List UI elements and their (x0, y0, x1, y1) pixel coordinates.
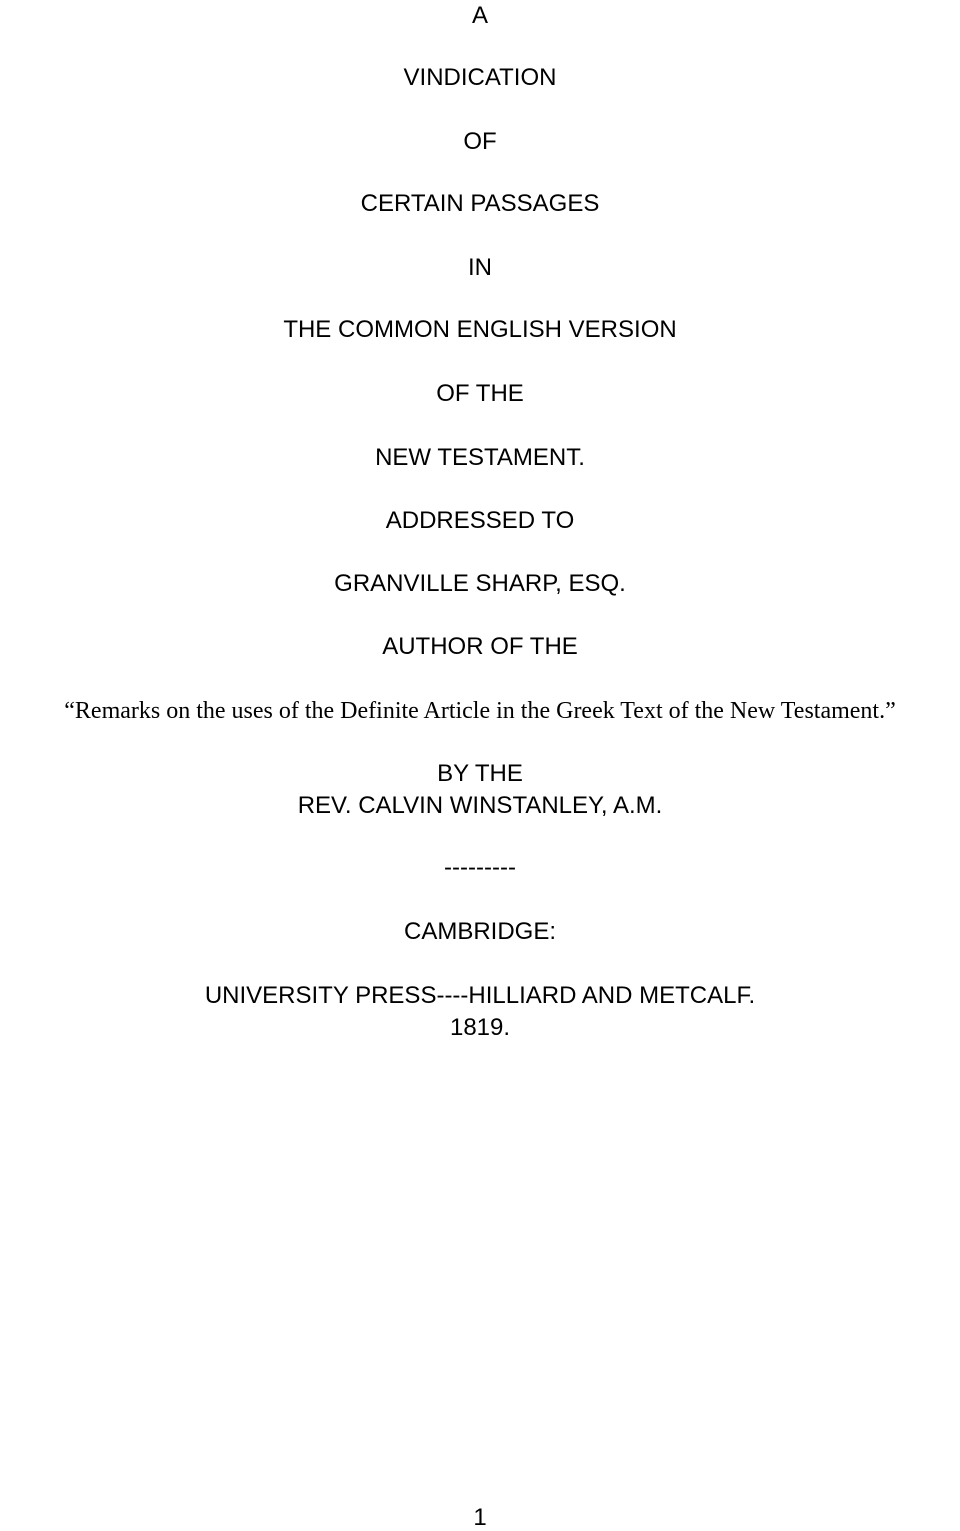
title-line-in: IN (468, 254, 492, 281)
title-line-of: OF (463, 128, 497, 155)
byline-author: REV. CALVIN WINSTANLEY, A.M. (297, 792, 663, 819)
title-line-certain-passages: CERTAIN PASSAGES (360, 190, 600, 217)
page-number: 1 (473, 1504, 487, 1531)
imprint-publisher: UNIVERSITY PRESS----HILLIARD AND METCALF. (204, 982, 756, 1009)
title-line-of-the: OF THE (436, 380, 524, 407)
title-line-vindication: VINDICATION (403, 64, 557, 91)
separator-rule: --------- (444, 854, 516, 881)
title-line-common-version: THE COMMON ENGLISH VERSION (283, 316, 677, 343)
imprint-place: CAMBRIDGE: (403, 918, 556, 945)
title-line-new-testament: NEW TESTAMENT. (375, 444, 585, 471)
dedication-line-author-of-the: AUTHOR OF THE (382, 633, 578, 660)
remarks-title-line: “Remarks on the uses of the Definite Article in the Greek Text of the New Testament.” (64, 698, 896, 724)
imprint-year: 1819. (449, 1014, 511, 1041)
title-line-a: A (471, 2, 488, 29)
dedication-line-addressed-to: ADDRESSED TO (385, 507, 575, 534)
dedication-line-granville: GRANVILLE SHARP, ESQ. (334, 570, 626, 597)
byline-by-the: BY THE (437, 760, 523, 787)
